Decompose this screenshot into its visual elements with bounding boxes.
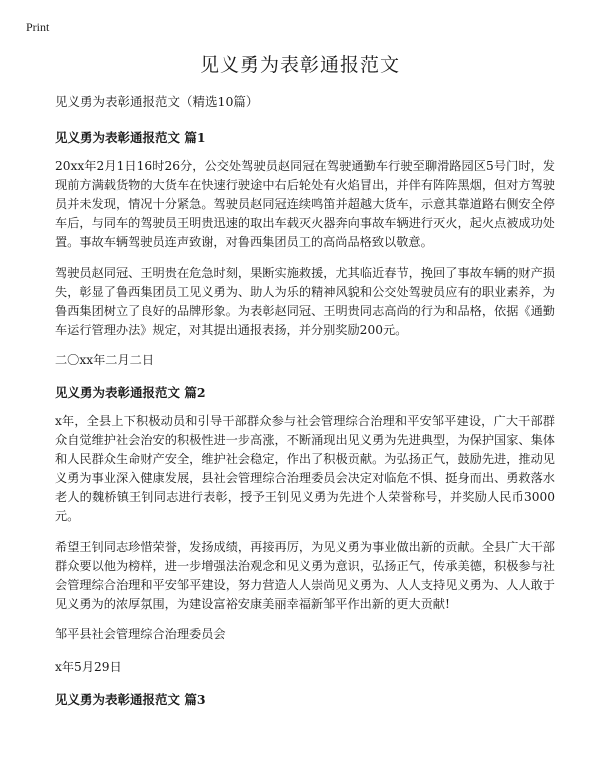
section-2-paragraph-1: x年，全县上下积极动员和引导干部群众参与社会管理综合治理和平安邹平建设，广大干部群众自觉维护社会治安的积极性进一步高涨，不断涌现出见义勇为先进典型，为保护国家、集体和人民群众生命财产安全，维护社会稳定，作出了积极贡献。为弘扬正气，鼓励先进，推动见义勇为事业深入健康发展，县社会管理综合治理委员会决定对临危不惧、挺身而出、勇救落水老人的魏桥镇王钊同志进行表彰，授予王钊见义勇为先进个人荣誉称号，并奖励人民币3000元。 [55,414,555,523]
section-2-date: x年5月29日 [55,660,122,674]
document-subtitle: 见义勇为表彰通报范文（精选10篇） [55,94,259,109]
section-2-signature: 邹平县社会管理综合治理委员会 [55,627,226,641]
section-heading-3: 见义勇为表彰通报范文 篇3 [55,692,206,707]
print-link[interactable]: Print [26,20,50,34]
section-heading-2: 见义勇为表彰通报范文 篇2 [55,385,206,400]
document-body [55,94,555,719]
section-heading-1: 见义勇为表彰通报范文 篇1 [55,130,206,145]
section-1-paragraph-1: 20xx年2月1日16时26分，公交处驾驶员赵同冠在驾驶通勤车行驶至聊滑路园区5号门时，发现前方满载货物的大货车在快速行驶途中右后轮处有火焰冒出，并伴有阵阵黑烟，但对方驾驶员并未发现，情况十分紧急。驾驶员赵同冠连续鸣笛并超越大货车，示意其靠道路右侧安全停车后，与同车的驾驶员王明贵迅速的取出车载灭火器奔向事故车辆进行灭火，起火点被成功处置。事故车辆驾驶员连声致谢，对鲁西集团员工的高尚品格致以敬意。 [55,159,555,249]
section-1-date: 二〇xx年二月二日 [55,353,155,367]
section-2-paragraph-2: 希望王钊同志珍惜荣誉，发扬成绩，再接再厉，为见义勇为事业做出新的贡献。全县广大干部群众要以他为榜样，进一步增强法治观念和见义勇为意识，弘扬正气，传承美德，积极参与社会管理综合治理和平安邹平建设，努力营造人人崇尚见义勇为、人人支持见义勇为、人人敢于见义勇为的浓厚氛围，为建设富裕安康美丽幸福新邹平作出新的更大贡献! [55,540,555,611]
page-title: 见义勇为表彰通报范文 [199,54,400,76]
section-1-paragraph-2: 驾驶员赵同冠、王明贵在危急时刻，果断实施救援，尤其临近春节，挽回了事故车辆的财产损失，彰显了鲁西集团员工见义勇为、助人为乐的精神风貌和公交处驾驶员应有的职业素养，为鲁西集团树立了良好的品牌形象。为表彰赵同冠、王明贵同志高尚的行为和品格，依据《通勤车运行管理办法》规定，对其提出通报表扬，并分别奖励200元。 [55,266,555,337]
